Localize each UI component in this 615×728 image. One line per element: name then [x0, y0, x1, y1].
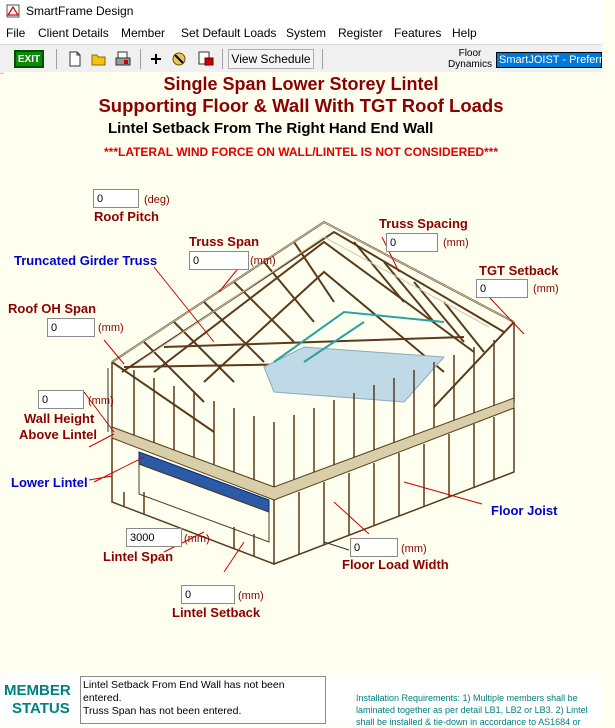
- floor-dynamics-label: Floor Dynamics: [448, 48, 492, 70]
- lintel-setback-input[interactable]: [181, 585, 235, 604]
- status-message: Lintel Setback From End Wall has not been entered.: [83, 679, 285, 704]
- lintel-setback-unit: (mm): [238, 590, 264, 602]
- roof-oh-span-input[interactable]: [47, 318, 95, 337]
- toolbar: [0, 44, 615, 74]
- window-title: SmartFrame Design: [26, 4, 134, 18]
- menu-client-details[interactable]: Client Details: [38, 26, 109, 40]
- wall-height-unit: (mm): [88, 395, 114, 407]
- roof-pitch-unit: (deg): [144, 194, 170, 206]
- toolbar-separator: [322, 49, 323, 69]
- truss-spacing-label: Truss Spacing: [379, 216, 468, 231]
- roof-pitch-input[interactable]: [93, 189, 139, 208]
- lintel-span-label: Lintel Span: [103, 549, 174, 564]
- main-panel: [4, 72, 602, 674]
- lintel-span-input[interactable]: [126, 528, 182, 547]
- wall-height-label-line1: Wall Height: [24, 411, 95, 426]
- tgt-setback-unit: (mm): [533, 283, 559, 295]
- floor-load-width-input[interactable]: [350, 538, 398, 557]
- floor-dynamics-select[interactable]: SmartJOIST - Preferred: [496, 52, 602, 68]
- roof-pitch-label: Roof Pitch: [94, 209, 159, 224]
- status-message: Truss Span has not been entered.: [83, 705, 242, 717]
- member-status-title: [4, 682, 71, 718]
- member-status-line1: MEMBER: [4, 682, 71, 699]
- tgt-setback-label: TGT Setback: [479, 263, 559, 278]
- toolbar-separator: [222, 49, 223, 69]
- roof-oh-span-label: Roof OH Span: [8, 301, 97, 316]
- title-bar: [0, 0, 602, 22]
- truss-span-unit: (mm): [250, 255, 276, 267]
- truss-spacing-input[interactable]: [386, 233, 438, 252]
- print-icon[interactable]: [114, 49, 132, 69]
- menu-file[interactable]: File: [6, 26, 26, 40]
- floor-load-width-label: Floor Load Width: [342, 557, 449, 572]
- floor-load-width-unit: (mm): [401, 543, 427, 555]
- truss-span-label: Truss Span: [189, 234, 260, 249]
- menu-bar: [0, 22, 602, 44]
- member-status-line2: STATUS: [12, 700, 70, 717]
- building-diagram: [4, 72, 602, 674]
- menu-set-default-loads[interactable]: Set Default Loads: [181, 26, 277, 40]
- toolbar-separator: [140, 49, 141, 69]
- lower-lintel-label: Lower Lintel: [11, 475, 88, 490]
- wall-height-label-line2: Above Lintel: [19, 427, 98, 442]
- annotation-lines: [84, 237, 524, 572]
- page-subtitle: Lintel Setback From The Right Hand End Wall: [108, 120, 434, 137]
- floor-joist-label: Floor Joist: [491, 503, 558, 518]
- member-status-panel: [0, 674, 602, 726]
- lintel-setback-label: Lintel Setback: [172, 605, 261, 620]
- print-preview-icon[interactable]: [196, 49, 216, 69]
- menu-features[interactable]: Features: [394, 26, 442, 40]
- menu-system[interactable]: System: [286, 26, 327, 40]
- view-schedule-button[interactable]: View Schedule: [228, 49, 314, 69]
- toolbar-separator: [56, 49, 57, 69]
- page-title-line1: Single Span Lower Storey Lintel: [163, 74, 439, 94]
- truss-span-input[interactable]: [189, 251, 249, 270]
- menu-register[interactable]: Register: [338, 26, 383, 40]
- lintel-span-unit: (mm): [184, 533, 210, 545]
- page-title-line2: Supporting Floor & Wall With TGT Roof Loads: [98, 95, 504, 116]
- status-messages[interactable]: [80, 676, 326, 724]
- menu-member[interactable]: Member: [121, 26, 166, 40]
- open-folder-icon[interactable]: [90, 49, 108, 69]
- add-icon[interactable]: [148, 49, 164, 69]
- member-settings-icon[interactable]: [170, 49, 190, 69]
- new-file-icon[interactable]: [66, 49, 84, 69]
- tgt-setback-input[interactable]: [476, 279, 528, 298]
- app-icon: [6, 4, 20, 18]
- installation-requirements: Installation Requirements: 1) Multiple members shall be laminated together as per detail LB1, LB2 or LB3. 2) Lintel shall be installed & tie-down in accordance to AS1684 or: [356, 693, 588, 727]
- roof-oh-span-unit: (mm): [98, 322, 124, 334]
- wind-warning: ***LATERAL WIND FORCE ON WALL/LINTEL IS NOT CONSIDERED***: [103, 145, 498, 159]
- menu-help[interactable]: Help: [452, 26, 477, 40]
- wall-height-input[interactable]: [38, 390, 84, 409]
- truncated-girder-truss-label: Truncated Girder Truss: [14, 253, 158, 268]
- truss-spacing-unit: (mm): [443, 237, 469, 249]
- exit-button[interactable]: EXIT: [14, 50, 44, 68]
